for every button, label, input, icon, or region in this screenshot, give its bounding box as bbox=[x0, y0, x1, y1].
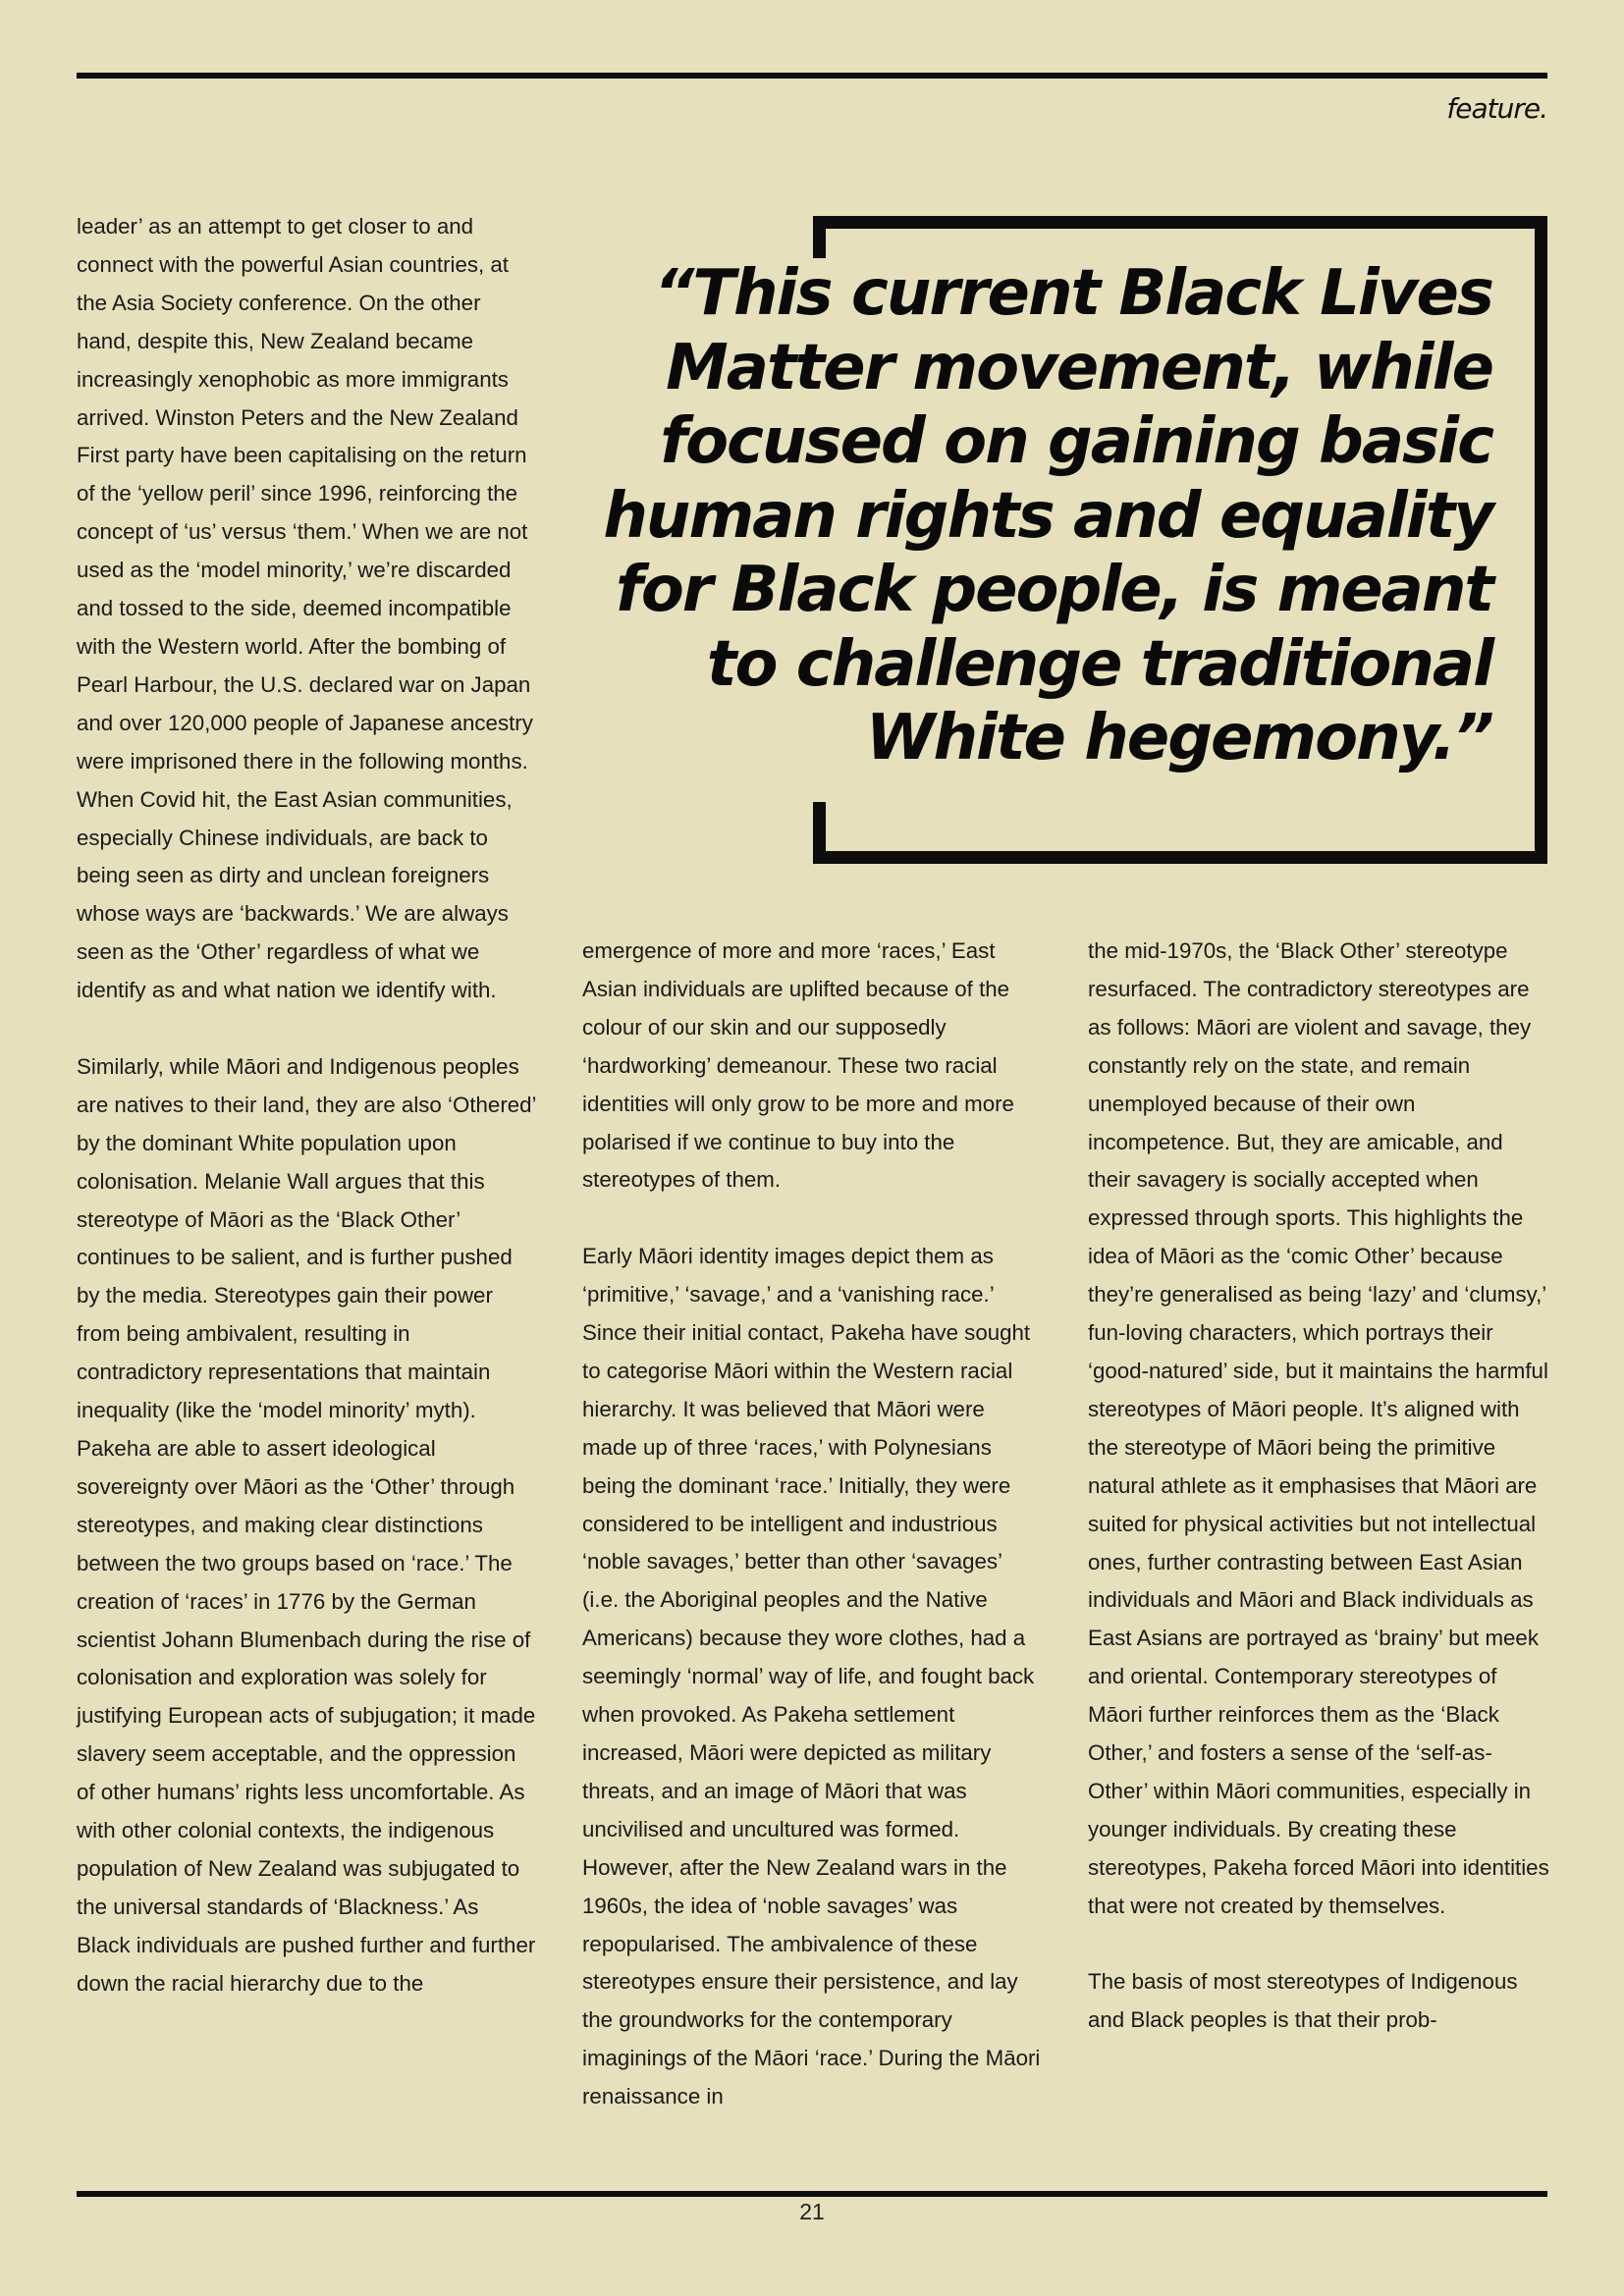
paragraph: the mid-1970s, the ‘Black Other’ stereotype resurfaced. The contradictory stereotypes are as follows: Māori are violent and savage, they constantly rely on the state, and remain unemployed because of their own incompetence. But, they are amicable, and their savagery is socially accepted when expressed through sports. This highlights the idea of Māori as the ‘comic Other’ because they’re generalised as being ‘lazy’ and ‘clumsy,’ fun-loving characters, which portrays their ‘good-natured’ side, but it maintains the harmful stereotypes of Māori people. It’s aligned with the stereotype of Māori being the primitive natural athlete as it emphasises that Māori are suited for physical activities but not intellectual ones, further contrasting between East Asian individuals and Māori and Black individuals as East Asians are portrayed as ‘brainy’ but meek and oriental. Contemporary stereotypes of Māori further reinforces them as the ‘Black Other,’ and fosters a sense of the ‘self-as-Other’ within Māori communities, especially in younger individuals. By creating these stereotypes, Pakeha forced Māori into identities that were not created by themselves. bbox=[1088, 938, 1549, 1918]
column-1 bbox=[77, 208, 538, 2003]
bottom-rule bbox=[77, 2191, 1547, 2197]
pull-quote: “This current Black Lives Matter movement, while focused on gaining basic human rights and equality for Black people, is meant to challenge traditional White hegemony.” bbox=[603, 257, 1492, 774]
paragraph: Early Māori identity images depict them as ‘primitive,’ ‘savage,’ and a ‘vanishing race.’ Since their initial contact, Pakeha have sought to categorise Māori within the Western racial hierarchy. It was believed that Māori were made up of three ‘races,’ with Polynesians being the dominant ‘race.’ Initially, they were considered to be intelligent and industrious ‘noble savages,’ better than other ‘savages’ (i.e. the Aboriginal peoples and the Native Americans) because they wore clothes, had a seemingly ‘normal’ way of life, and fought back when provoked. As Pakeha settlement increased, Māori were depicted as military threats, and an image of Māori that was uncivilised and uncultured was formed. However, after the New Zealand wars in the 1960s, the idea of ‘noble savages’ was repopularised. The ambivalence of these stereotypes ensure their persistence, and lay the groundworks for the contemporary imaginings of the Māori ‘race.’ During the Māori renaissance in bbox=[582, 1244, 1041, 2109]
frame-corner-top bbox=[813, 229, 826, 258]
section-label: feature. bbox=[1446, 92, 1547, 125]
paragraph: leader’ as an attempt to get closer to and connect with the powerful Asian countries, at the Asia Society conference. On the other hand, despite this, New Zealand became increasingly xenophobic as more immigrants arrived. Winston Peters and the New Zealand First party have been capitalising on the return of the ‘yellow peril’ since 1996, reinforcing the concept of ‘us’ versus ‘them.’ When we are not used as the ‘model minority,’ we’re discarded and tossed to the side, deemed incompatible with the Western world. After the bombing of Pearl Harbour, the U.S. declared war on Japan and over 120,000 people of Japanese ancestry were imprisoned there in the following months. When Covid hit, the East Asian communities, especially Chinese individuals, are back to being seen as dirty and unclean foreigners whose ways are ‘backwards.’ We are always seen as the ‘Other’ regardless of what we identify as and what nation we identify with. bbox=[77, 214, 533, 1003]
column-3 bbox=[1088, 933, 1549, 2040]
paragraph: The basis of most stereotypes of Indigenous and Black peoples is that their prob- bbox=[1088, 1969, 1518, 2033]
column-2 bbox=[582, 933, 1044, 2116]
paragraph: emergence of more and more ‘races,’ East Asian individuals are uplifted because of the colour of our skin and our supposedly ‘hardworking’ demeanour. These two racial identities will only grow to be more and more polarised if we continue to buy into the stereotypes of them. bbox=[582, 938, 1014, 1193]
page-number: 21 bbox=[799, 2199, 825, 2224]
paragraph: Similarly, while Māori and Indigenous peoples are natives to their land, they are also ‘Othered’ by the dominant White population upon colonisation. Melanie Wall argues that this stereotype of Māori as the ‘Black Other’ continues to be salient, and is further pushed by the media. Stereotypes gain their power from being ambivalent, resulting in contradictory representations that maintain inequality (like the ‘model minority’ myth). Pakeha are able to assert ideological sovereignty over Māori as the ‘Other’ through stereotypes, and making clear distinctions between the two groups based on ‘race.’ The creation of ‘races’ in 1776 by the German scientist Johann Blumenbach during the rise of colonisation and exploration was solely for justifying European acts of subjugation; it made slavery seem acceptable, and the oppression of other humans’ rights less uncomfortable. As with other colonial contexts, the indigenous population of New Zealand was subjugated to the universal standards of ‘Blackness.’ As Black individuals are pushed further and further down the racial hierarchy due to the bbox=[77, 1053, 536, 1996]
top-rule bbox=[77, 73, 1547, 79]
frame-corner-bottom bbox=[813, 802, 826, 851]
